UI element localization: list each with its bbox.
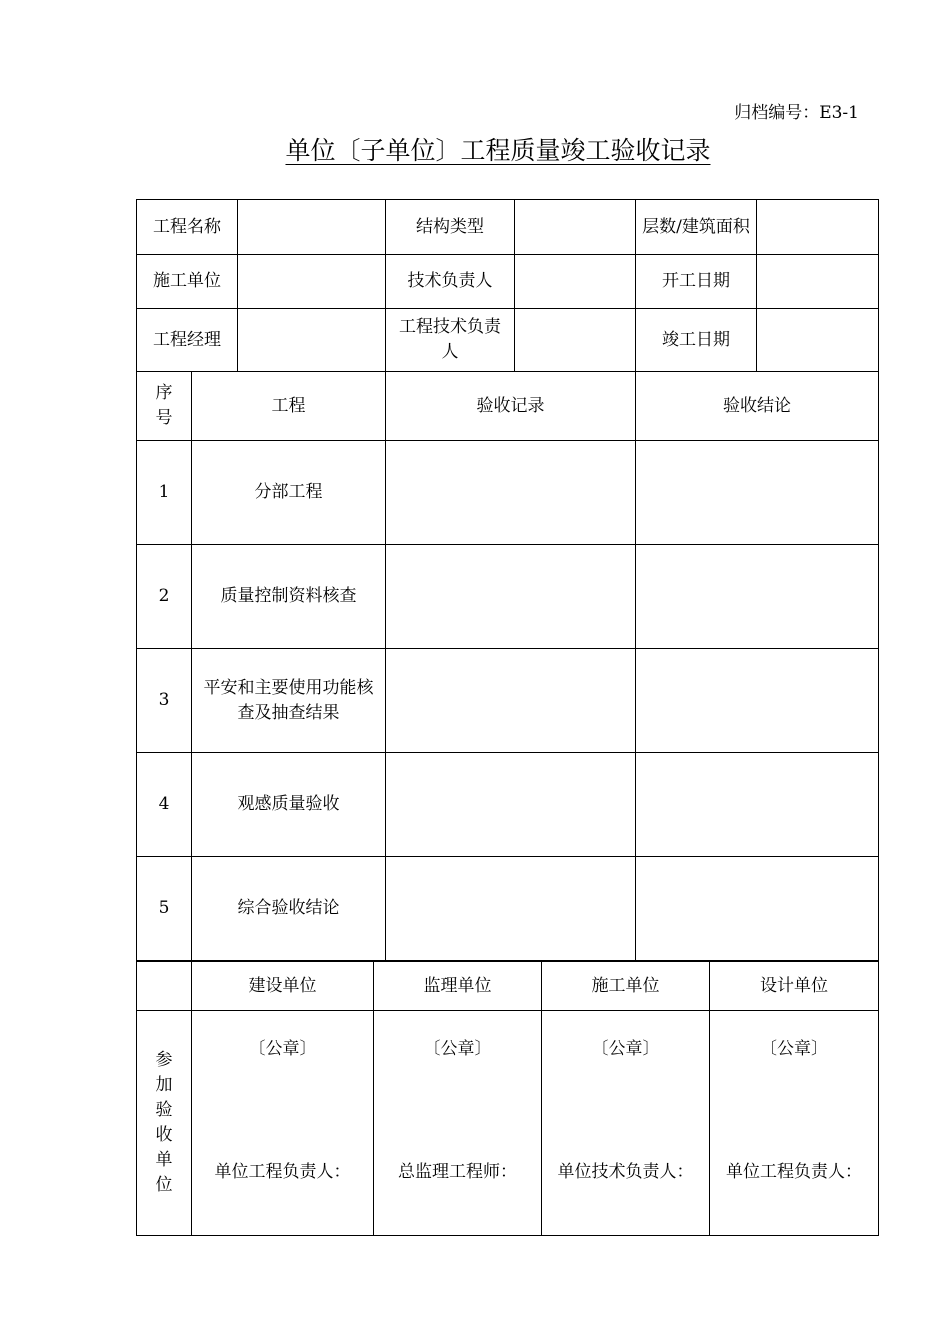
row-item: 分部工程 xyxy=(192,441,386,545)
row-conclusion xyxy=(636,649,879,753)
acceptance-record-table xyxy=(136,199,879,961)
record-header: 验收记录 xyxy=(386,372,636,441)
row-conclusion xyxy=(636,753,879,857)
project-name-value xyxy=(238,200,386,255)
constructor-label: 施工单位 xyxy=(137,255,238,309)
corner-cell xyxy=(137,962,192,1011)
seal-cell-supervision xyxy=(374,1011,542,1236)
participating-units-label: 参加验收单位 xyxy=(137,1011,192,1236)
row-seq: 2 xyxy=(137,545,192,649)
floors-area-label: 层数/建筑面积 xyxy=(636,200,757,255)
row-seq: 4 xyxy=(137,753,192,857)
row-seq: 1 xyxy=(137,441,192,545)
document-title: 单位〔子单位〕工程质量竣工验收记录 xyxy=(285,136,711,165)
seal-label: 〔公章〕 xyxy=(591,1039,660,1059)
row-item: 综合验收结论 xyxy=(192,857,386,961)
info-row-1 xyxy=(137,200,879,255)
row-record xyxy=(386,753,636,857)
item-row xyxy=(137,649,879,753)
unit-name: 建设单位 xyxy=(192,962,374,1011)
seal-row xyxy=(137,1011,879,1236)
seal-label: 〔公章〕 xyxy=(760,1039,828,1059)
item-row xyxy=(137,857,879,961)
start-date-label: 开工日期 xyxy=(636,255,757,309)
item-row xyxy=(137,545,879,649)
row-item: 质量控制资料核查 xyxy=(192,545,386,649)
row-conclusion xyxy=(636,441,879,545)
signer-label: 单位技术负责人： xyxy=(557,1162,694,1182)
row-seq: 3 xyxy=(137,649,192,753)
seal-label: 〔公章〕 xyxy=(248,1039,317,1059)
row-record xyxy=(386,545,636,649)
project-header: 工程 xyxy=(192,372,386,441)
constructor-value xyxy=(238,255,386,309)
seal-label: 〔公章〕 xyxy=(423,1039,492,1059)
unit-names-row xyxy=(137,962,879,1011)
unit-name: 监理单位 xyxy=(374,962,542,1011)
signer-label: 单位工程负责人： xyxy=(214,1162,351,1182)
tech-lead-value xyxy=(515,255,636,309)
project-tech-lead-value xyxy=(515,309,636,372)
row-seq: 5 xyxy=(137,857,192,961)
row-item: 观感质量验收 xyxy=(192,753,386,857)
tech-lead-label: 技术负责人 xyxy=(386,255,515,309)
item-row xyxy=(137,441,879,545)
row-record xyxy=(386,857,636,961)
structure-type-label: 结构类型 xyxy=(386,200,515,255)
completion-date-value xyxy=(757,309,879,372)
seq-header: 序号 xyxy=(137,372,192,441)
info-row-3 xyxy=(137,309,879,372)
project-name-label: 工程名称 xyxy=(137,200,238,255)
seal-cell-construction xyxy=(192,1011,374,1236)
seal-cell-contractor xyxy=(542,1011,710,1236)
project-manager-label: 工程经理 xyxy=(137,309,238,372)
unit-name: 施工单位 xyxy=(542,962,710,1011)
info-row-2 xyxy=(137,255,879,309)
row-conclusion xyxy=(636,545,879,649)
row-record xyxy=(386,649,636,753)
unit-name: 设计单位 xyxy=(710,962,879,1011)
participating-units-table xyxy=(136,961,879,1236)
project-manager-value xyxy=(238,309,386,372)
signer-label: 总监理工程师： xyxy=(398,1162,517,1182)
conclusion-header: 验收结论 xyxy=(636,372,879,441)
floors-area-value xyxy=(757,200,879,255)
project-tech-lead-label: 工程技术负责人 xyxy=(386,309,515,372)
item-row xyxy=(137,753,879,857)
row-record xyxy=(386,441,636,545)
start-date-value xyxy=(757,255,879,309)
archive-number: 归档编号：E3-1 xyxy=(734,103,859,123)
signer-label: 单位工程负责人： xyxy=(726,1162,862,1182)
row-conclusion xyxy=(636,857,879,961)
structure-type-value xyxy=(515,200,636,255)
seal-cell-design xyxy=(710,1011,879,1236)
header-row xyxy=(137,372,879,441)
row-item: 平安和主要使用功能核查及抽查结果 xyxy=(192,649,386,753)
completion-date-label: 竣工日期 xyxy=(636,309,757,372)
